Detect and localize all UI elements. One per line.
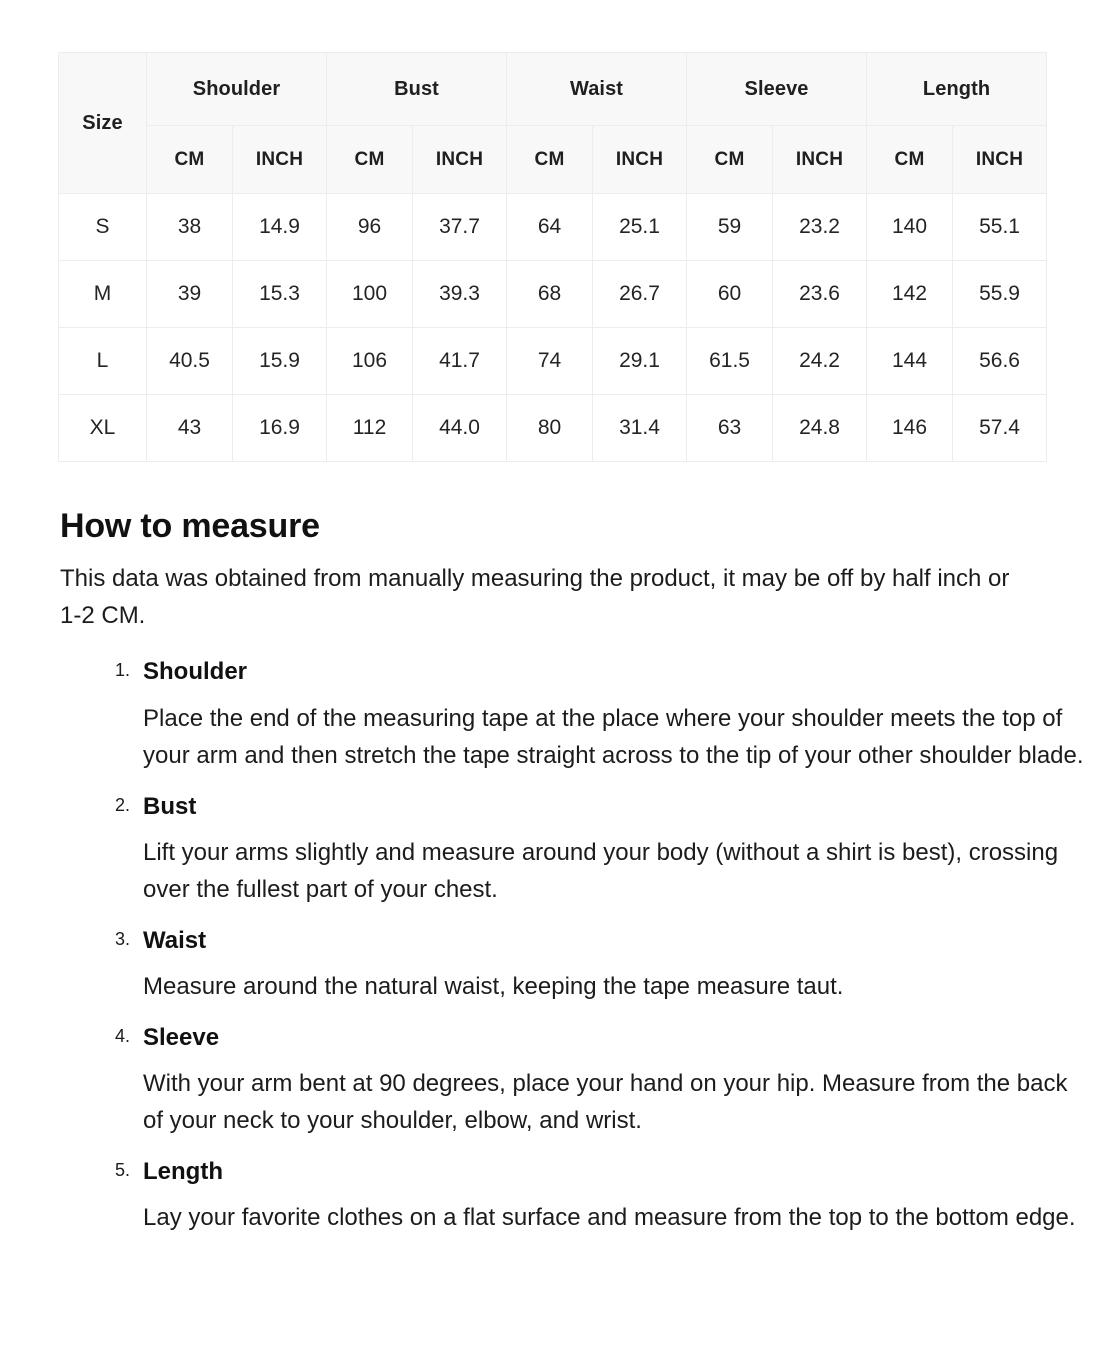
list-item xyxy=(104,1156,1100,1237)
header-size: Size xyxy=(59,53,147,194)
cell-length-inch: 56.6 xyxy=(953,328,1047,395)
cell-length-cm: 140 xyxy=(867,194,953,261)
cell-waist-inch: 25.1 xyxy=(593,194,687,261)
row-size-label: M xyxy=(59,261,147,328)
table-row xyxy=(59,261,1047,328)
list-item xyxy=(104,656,1100,774)
cell-shoulder-inch: 16.9 xyxy=(233,395,327,462)
cell-bust-cm: 96 xyxy=(327,194,413,261)
header-unit-sleeve-cm: CM xyxy=(687,126,773,194)
step-title-sleeve: Sleeve xyxy=(143,1023,220,1051)
table-row xyxy=(59,328,1047,395)
cell-waist-cm: 64 xyxy=(507,194,593,261)
cell-waist-inch: 26.7 xyxy=(593,261,687,328)
header-unit-sleeve-inch: INCH xyxy=(773,126,867,194)
cell-shoulder-inch: 14.9 xyxy=(233,194,327,261)
cell-bust-inch: 39.3 xyxy=(413,261,507,328)
cell-sleeve-cm: 59 xyxy=(687,194,773,261)
step-body-sleeve: With your arm bent at 90 degrees, place your hand on your hip. Measure from the back of your neck to your shoulder, elbow, and wrist. xyxy=(143,1069,1068,1134)
cell-shoulder-cm: 40.5 xyxy=(147,328,233,395)
cell-length-cm: 144 xyxy=(867,328,953,395)
cell-shoulder-inch: 15.3 xyxy=(233,261,327,328)
header-group-length: Length xyxy=(867,53,1047,126)
how-to-measure-heading: How to measure xyxy=(60,507,320,545)
how-to-measure-intro: This data was obtained from manually measuring the product, it may be off by half inch or 1-2 CM. xyxy=(60,565,1010,629)
header-unit-bust-inch: INCH xyxy=(413,126,507,194)
cell-sleeve-inch: 24.2 xyxy=(773,328,867,395)
cell-waist-inch: 31.4 xyxy=(593,395,687,462)
cell-waist-cm: 68 xyxy=(507,261,593,328)
step-body-bust: Lift your arms slightly and measure around your body (without a shirt is best), crossing over the fullest part of your chest. xyxy=(143,838,1059,903)
size-chart-table xyxy=(58,52,1047,462)
step-title-length: Length xyxy=(143,1157,223,1185)
step-body-waist: Measure around the natural waist, keeping the tape measure taut. xyxy=(143,972,844,1000)
cell-length-inch: 55.9 xyxy=(953,261,1047,328)
cell-length-cm: 142 xyxy=(867,261,953,328)
header-unit-waist-cm: CM xyxy=(507,126,593,194)
cell-bust-inch: 37.7 xyxy=(413,194,507,261)
size-chart-header xyxy=(59,53,1047,194)
cell-shoulder-cm: 39 xyxy=(147,261,233,328)
cell-waist-cm: 74 xyxy=(507,328,593,395)
header-group-waist: Waist xyxy=(507,53,687,126)
header-row-groups xyxy=(59,53,1047,126)
cell-sleeve-cm: 63 xyxy=(687,395,773,462)
size-chart-body xyxy=(59,194,1047,462)
cell-waist-cm: 80 xyxy=(507,395,593,462)
cell-bust-inch: 41.7 xyxy=(413,328,507,395)
cell-length-inch: 57.4 xyxy=(953,395,1047,462)
measure-steps-list xyxy=(58,656,1100,1237)
header-unit-bust-cm: CM xyxy=(327,126,413,194)
list-item xyxy=(104,791,1100,909)
header-unit-length-inch: INCH xyxy=(953,126,1047,194)
cell-shoulder-cm: 43 xyxy=(147,395,233,462)
row-size-label: S xyxy=(59,194,147,261)
cell-shoulder-inch: 15.9 xyxy=(233,328,327,395)
cell-waist-inch: 29.1 xyxy=(593,328,687,395)
table-row xyxy=(59,194,1047,261)
cell-bust-cm: 112 xyxy=(327,395,413,462)
header-unit-length-cm: CM xyxy=(867,126,953,194)
header-group-bust: Bust xyxy=(327,53,507,126)
header-group-sleeve: Sleeve xyxy=(687,53,867,126)
cell-sleeve-cm: 60 xyxy=(687,261,773,328)
cell-bust-inch: 44.0 xyxy=(413,395,507,462)
list-item xyxy=(104,1022,1100,1140)
list-item xyxy=(104,925,1100,1006)
header-unit-shoulder-cm: CM xyxy=(147,126,233,194)
cell-length-inch: 55.1 xyxy=(953,194,1047,261)
step-title-shoulder: Shoulder xyxy=(143,658,248,686)
header-group-shoulder: Shoulder xyxy=(147,53,327,126)
cell-length-cm: 146 xyxy=(867,395,953,462)
row-size-label: L xyxy=(59,328,147,395)
row-size-label: XL xyxy=(59,395,147,462)
cell-shoulder-cm: 38 xyxy=(147,194,233,261)
cell-sleeve-inch: 24.8 xyxy=(773,395,867,462)
step-title-bust: Bust xyxy=(143,792,197,820)
table-row xyxy=(59,395,1047,462)
cell-bust-cm: 106 xyxy=(327,328,413,395)
step-body-length: Lay your favorite clothes on a flat surface and measure from the top to the bottom edge. xyxy=(143,1204,1076,1232)
cell-bust-cm: 100 xyxy=(327,261,413,328)
header-row-units xyxy=(59,126,1047,194)
cell-sleeve-inch: 23.6 xyxy=(773,261,867,328)
step-title-waist: Waist xyxy=(143,926,207,954)
cell-sleeve-cm: 61.5 xyxy=(687,328,773,395)
cell-sleeve-inch: 23.2 xyxy=(773,194,867,261)
header-unit-waist-inch: INCH xyxy=(593,126,687,194)
header-unit-shoulder-inch: INCH xyxy=(233,126,327,194)
step-body-shoulder: Place the end of the measuring tape at the place where your shoulder meets the top of your arm and then stretch the tape straight across to the tip of your other shoulder blade. xyxy=(143,704,1084,769)
